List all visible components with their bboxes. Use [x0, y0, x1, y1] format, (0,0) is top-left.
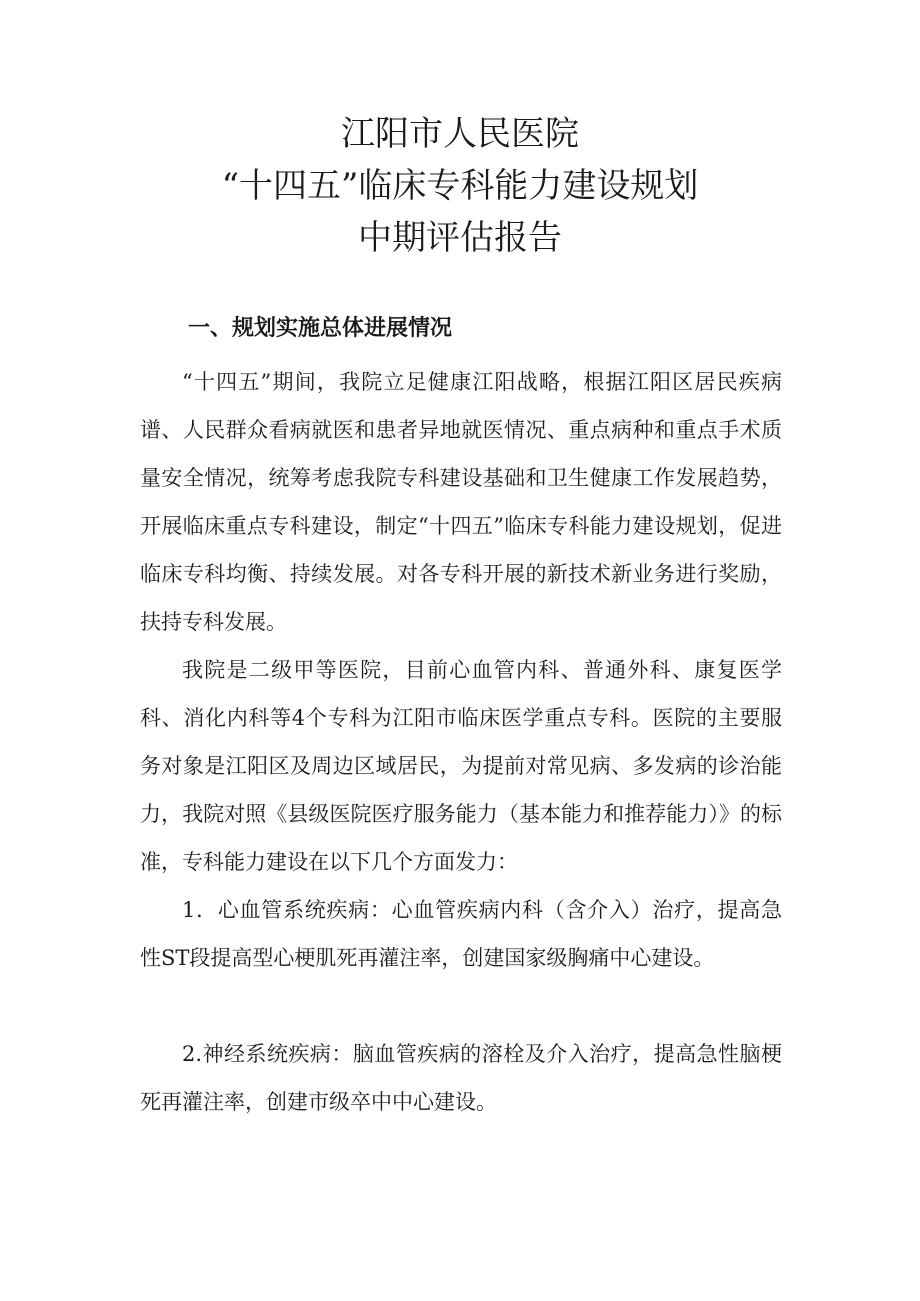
paragraph-overview: “十四五”期间，我院立足健康江阳战略，根据江阳区居民疾病谱、人民群众看病就医和患者异地就医情况、重点病种和重点手术质量安全情况，统筹考虑我院专科建设基础和卫生健康工作发展趋势，开展临床重点专科建设，制定“十四五”临床专科能力建设规划，促进临床专科均衡、持续发展。对各专科开展的新技术新业务进行奖励，扶持专科发展。 [140, 370, 782, 634]
title-line-report: 中期评估报告 [358, 218, 562, 258]
paragraph-hospital-block [140, 646, 782, 886]
report-title [0, 108, 920, 264]
section-heading: 一、规划实施总体进展情况 [188, 316, 453, 341]
paragraph-hospital-status: 我院是二级甲等医院，目前心血管内科、普通外科、康复医学科、消化内科等4个专科为江阳市临床医学重点专科。医院的主要服务对象是江阳区及周边区域居民，为提前对常见病、多发病的诊治能力，我院对照《县级医院医疗服务能力（基本能力和推荐能力）》的标准，专科能力建设在以下几个方面发力： [140, 658, 782, 874]
paragraph-item-2-block [140, 1030, 782, 1126]
paragraph-overview-block [140, 358, 782, 646]
paragraph-cardiovascular: 1．心血管系统疾病：心血管疾病内科（含介入）治疗，提高急性ST段提高型心梗肌死再灌注率，创建国家级胸痛中心建设。 [140, 898, 782, 970]
paragraph-item-1-block [140, 886, 782, 982]
title-line-hospital: 江阳市人民医院 [341, 114, 579, 154]
paragraph-neurology: 2.神经系统疾病：脑血管疾病的溶栓及介入治疗，提高急性脑梗死再灌注率，创建市级卒中中心建设。 [140, 1042, 782, 1114]
title-line-plan: “十四五”临床专科能力建设规划 [221, 166, 699, 206]
